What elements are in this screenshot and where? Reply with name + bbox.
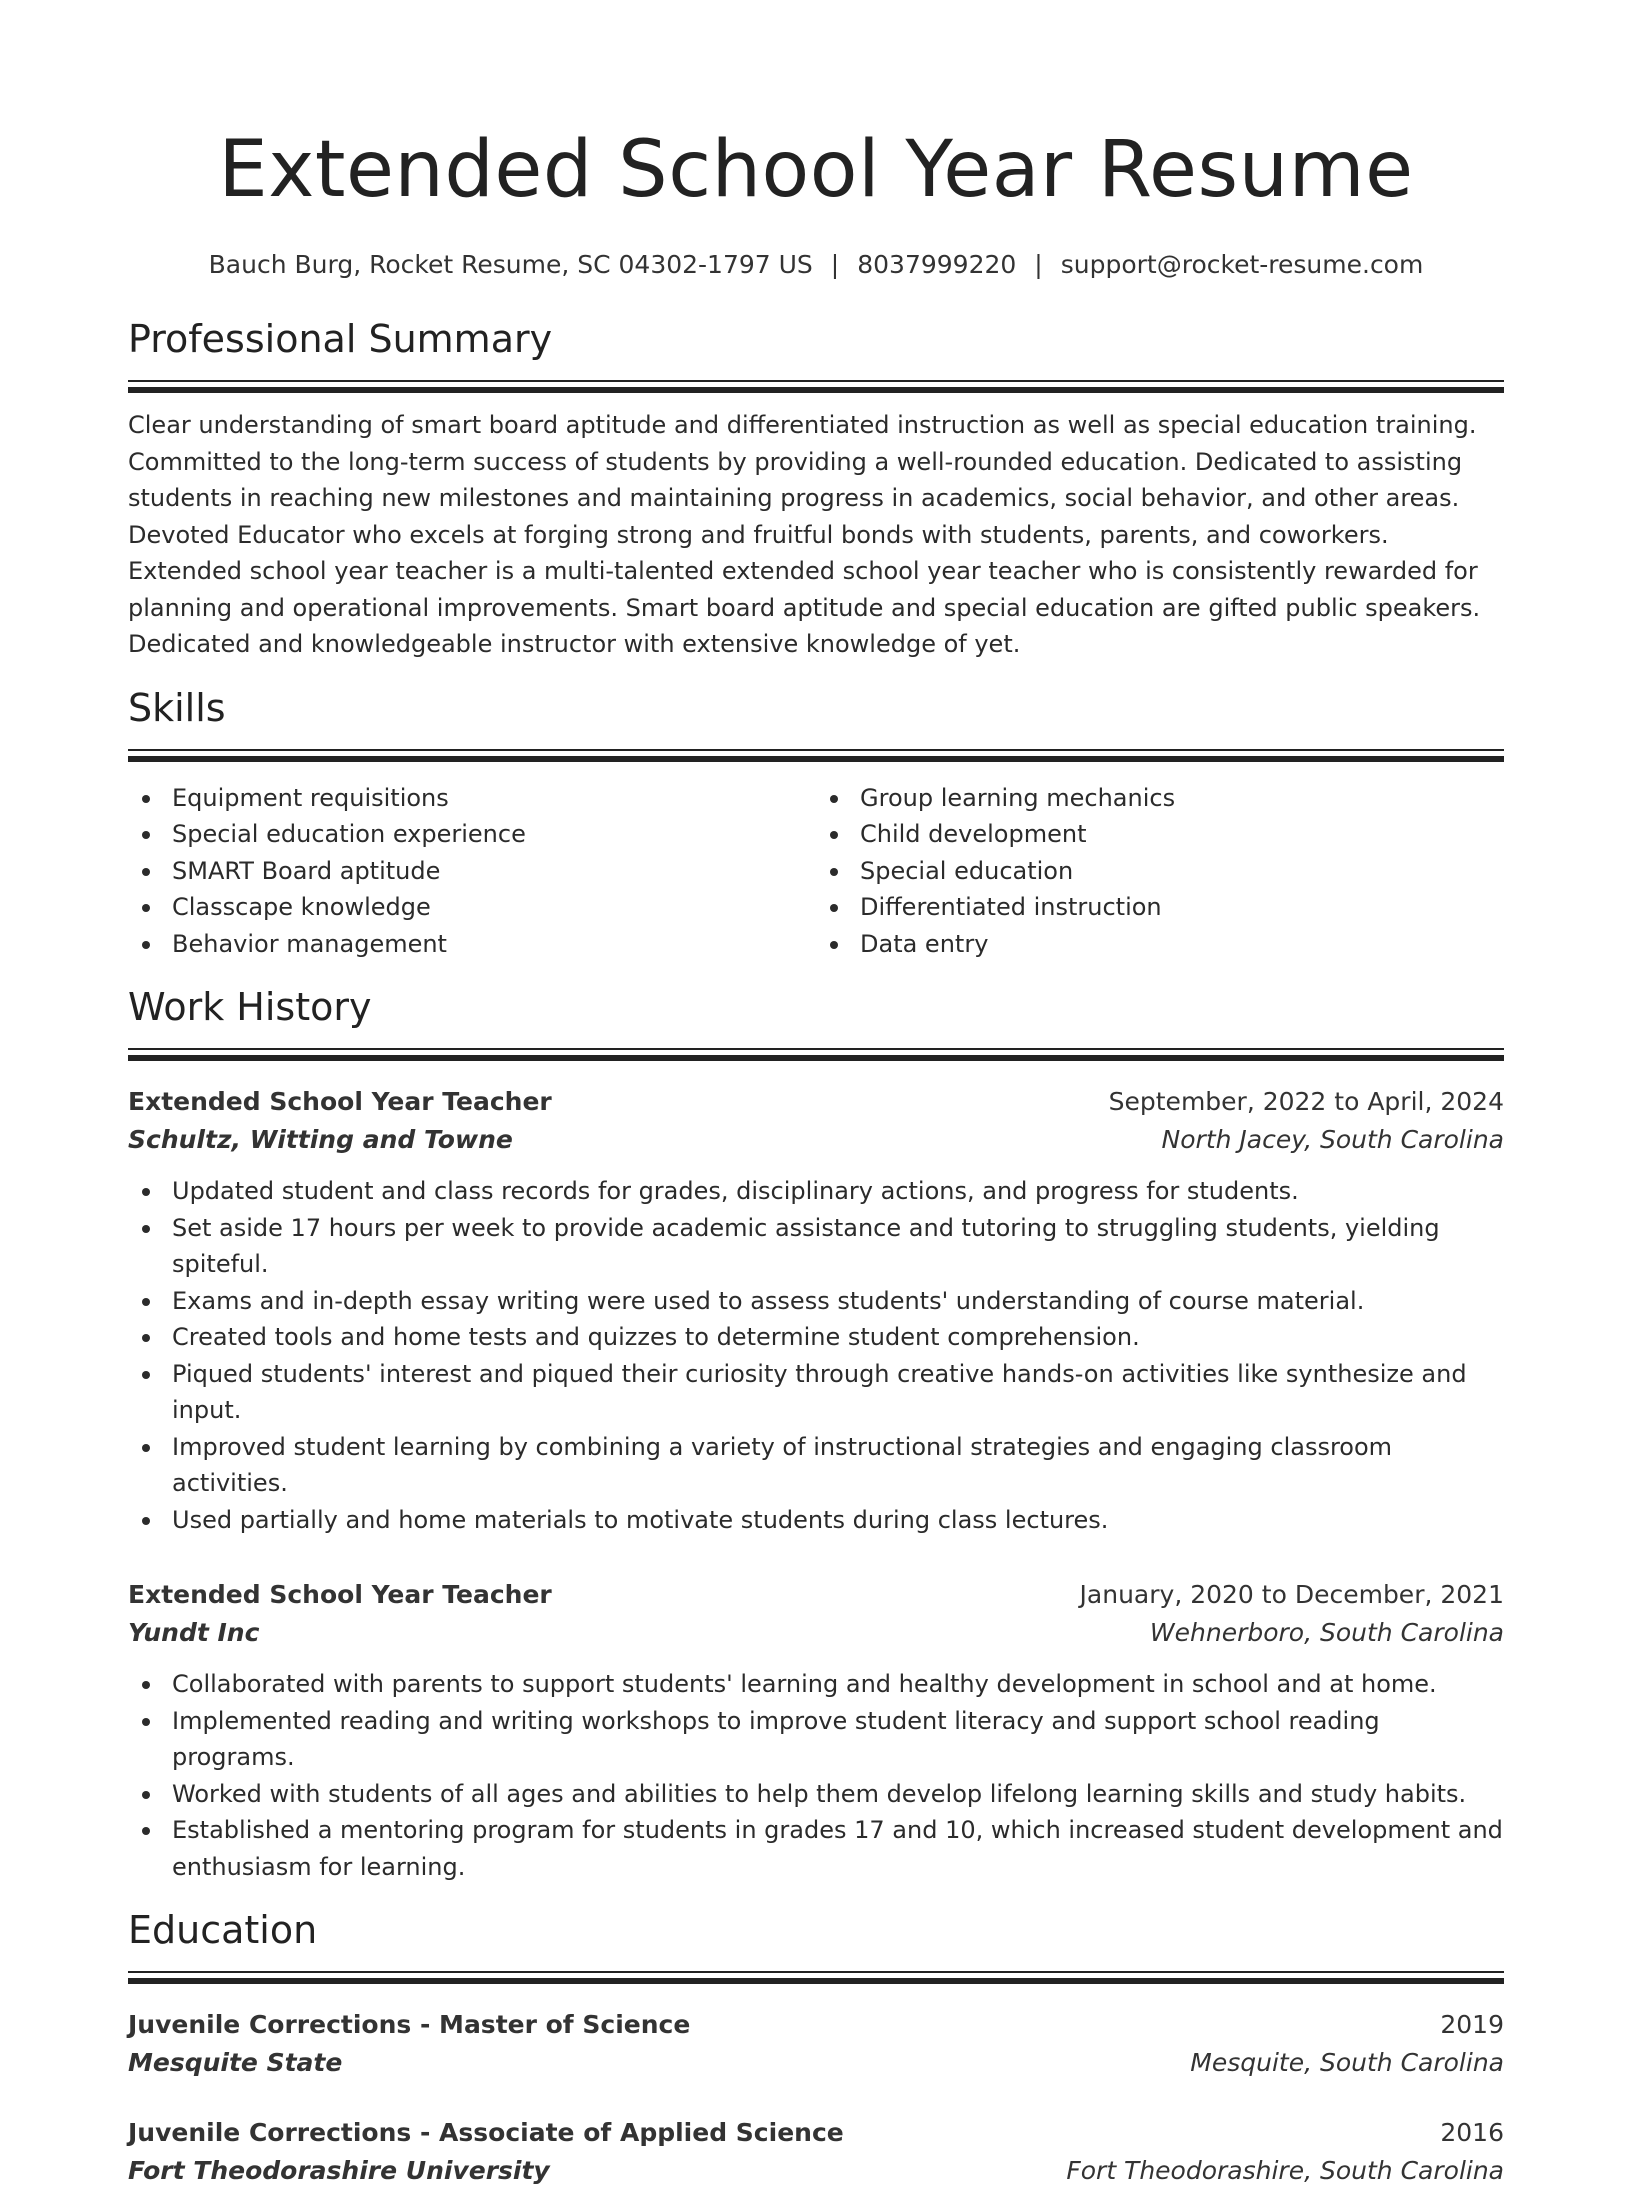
job-bullet: Created tools and home tests and quizzes to determine student comprehension. [172,1319,1504,1356]
section-heading-skills: Skills [128,685,226,730]
skill-item: Classcape knowledge [172,889,816,926]
contact-email: support@rocket-resume.com [1060,250,1424,279]
skills-section [128,685,1504,963]
job-bullet: Set aside 17 hours per week to provide academic assistance and tutoring to struggling students, yielding spiteful. [172,1210,1504,1283]
skill-item: Data entry [860,926,1504,963]
job-title: Extended School Year Teacher [128,1580,552,1609]
skill-item: Special education [860,853,1504,890]
job-bullet: Updated student and class records for grades, disciplinary actions, and progress for students. [172,1173,1504,1210]
job-bullet: Improved student learning by combining a variety of instructional strategies and engaging classroom activities. [172,1429,1504,1502]
education-header-row [128,2006,1504,2044]
education-school: Mesquite State [128,2048,343,2077]
contact-phone: 8037999220 [857,250,1017,279]
section-divider [128,1048,1504,1061]
skill-item: Group learning mechanics [860,780,1504,817]
job-company-row [128,1614,1504,1652]
skill-item: Equipment requisitions [172,780,816,817]
job-bullets [128,1666,1504,1885]
job-dates: September, 2022 to April, 2024 [1108,1087,1504,1116]
education-degree: Juvenile Corrections - Master of Science [128,2010,691,2039]
job-bullet: Piqued students' interest and piqued their curiosity through creative hands-on activities like synthesize and input. [172,1356,1504,1429]
summary-section [128,316,1504,663]
job-header-row [128,1576,1504,1614]
contact-line [128,248,1504,282]
skill-item: Special education experience [172,816,816,853]
job-company: Yundt Inc [128,1618,260,1647]
job-bullet: Worked with students of all ages and abilities to help them develop lifelong learning skills and study habits. [172,1776,1504,1813]
job-header-row [128,1083,1504,1121]
education-degree: Juvenile Corrections - Associate of Applied Science [128,2118,844,2147]
job-bullet: Used partially and home materials to motivate students during class lectures. [172,1502,1504,1539]
contact-separator: | [830,250,840,279]
education-year: 2016 [1440,2118,1504,2147]
section-heading-work: Work History [128,985,372,1029]
education-entry [128,2006,1504,2082]
education-year: 2019 [1440,2010,1504,2039]
job-location: North Jacey, South Carolina [1161,1125,1504,1154]
education-entry [128,2114,1504,2190]
job-bullets [128,1173,1504,1538]
skill-item: Child development [860,816,1504,853]
job-bullet: Exams and in-depth essay writing were used to assess students' understanding of course material. [172,1283,1504,1320]
job-location: Wehnerboro, South Carolina [1149,1618,1504,1647]
section-divider [128,749,1504,762]
resume-title: Extended School Year Resume [218,125,1414,215]
education-location: Fort Theodorashire, South Carolina [1066,2156,1504,2185]
section-heading-summary: Professional Summary [128,317,553,361]
education-school-row [128,2044,1504,2082]
skill-item: Differentiated instruction [860,889,1504,926]
skills-columns [128,780,1504,963]
contact-separator: | [1034,250,1043,279]
education-school: Fort Theodorashire University [128,2156,550,2185]
job-entry [128,1083,1504,1538]
summary-text: Clear understanding of smart board aptitude and differentiated instruction as well as special education training. Committed to the long-term success of students by providing a well-rounded education. Dedicated to assisting students in reaching new milestones and maintaining progress in academics, social behavior, and other areas. Devoted Educator who excels at forging strong and fruitful bonds with students, parents, and coworkers. Extended school year teacher is a multi-talented extended school year teacher who is consistently rewarded for planning and operational improvements. Smart board aptitude and special education are gifted public speakers. Dedicated and knowledgeable instructor with extensive knowledge of yet. [128,411,1481,658]
section-divider [128,380,1504,393]
job-title: Extended School Year Teacher [128,1087,552,1116]
job-dates: January, 2020 to December, 2021 [1079,1580,1504,1609]
skills-list-left [128,780,816,963]
contact-address: Bauch Burg, Rocket Resume, SC 04302-1797 US [208,250,813,279]
education-header-row [128,2114,1504,2152]
job-bullet: Established a mentoring program for students in grades 17 and 10, which increased student development and enthusiasm for learning. [172,1812,1504,1885]
education-location: Mesquite, South Carolina [1190,2048,1504,2077]
skill-item: SMART Board aptitude [172,853,816,890]
skill-item: Behavior management [172,926,816,963]
job-bullet: Collaborated with parents to support students' learning and healthy development in school and at home. [172,1666,1504,1703]
job-entry [128,1576,1504,1885]
job-bullet: Implemented reading and writing workshops to improve student literacy and support school reading programs. [172,1703,1504,1776]
work-section [128,984,1504,1885]
education-school-row [128,2152,1504,2190]
section-heading-education: Education [128,1908,318,1952]
job-company: Schultz, Witting and Towne [128,1125,513,1154]
job-company-row [128,1121,1504,1159]
skills-list-right [816,780,1504,963]
section-divider [128,1971,1504,1984]
education-section [128,1907,1504,2190]
